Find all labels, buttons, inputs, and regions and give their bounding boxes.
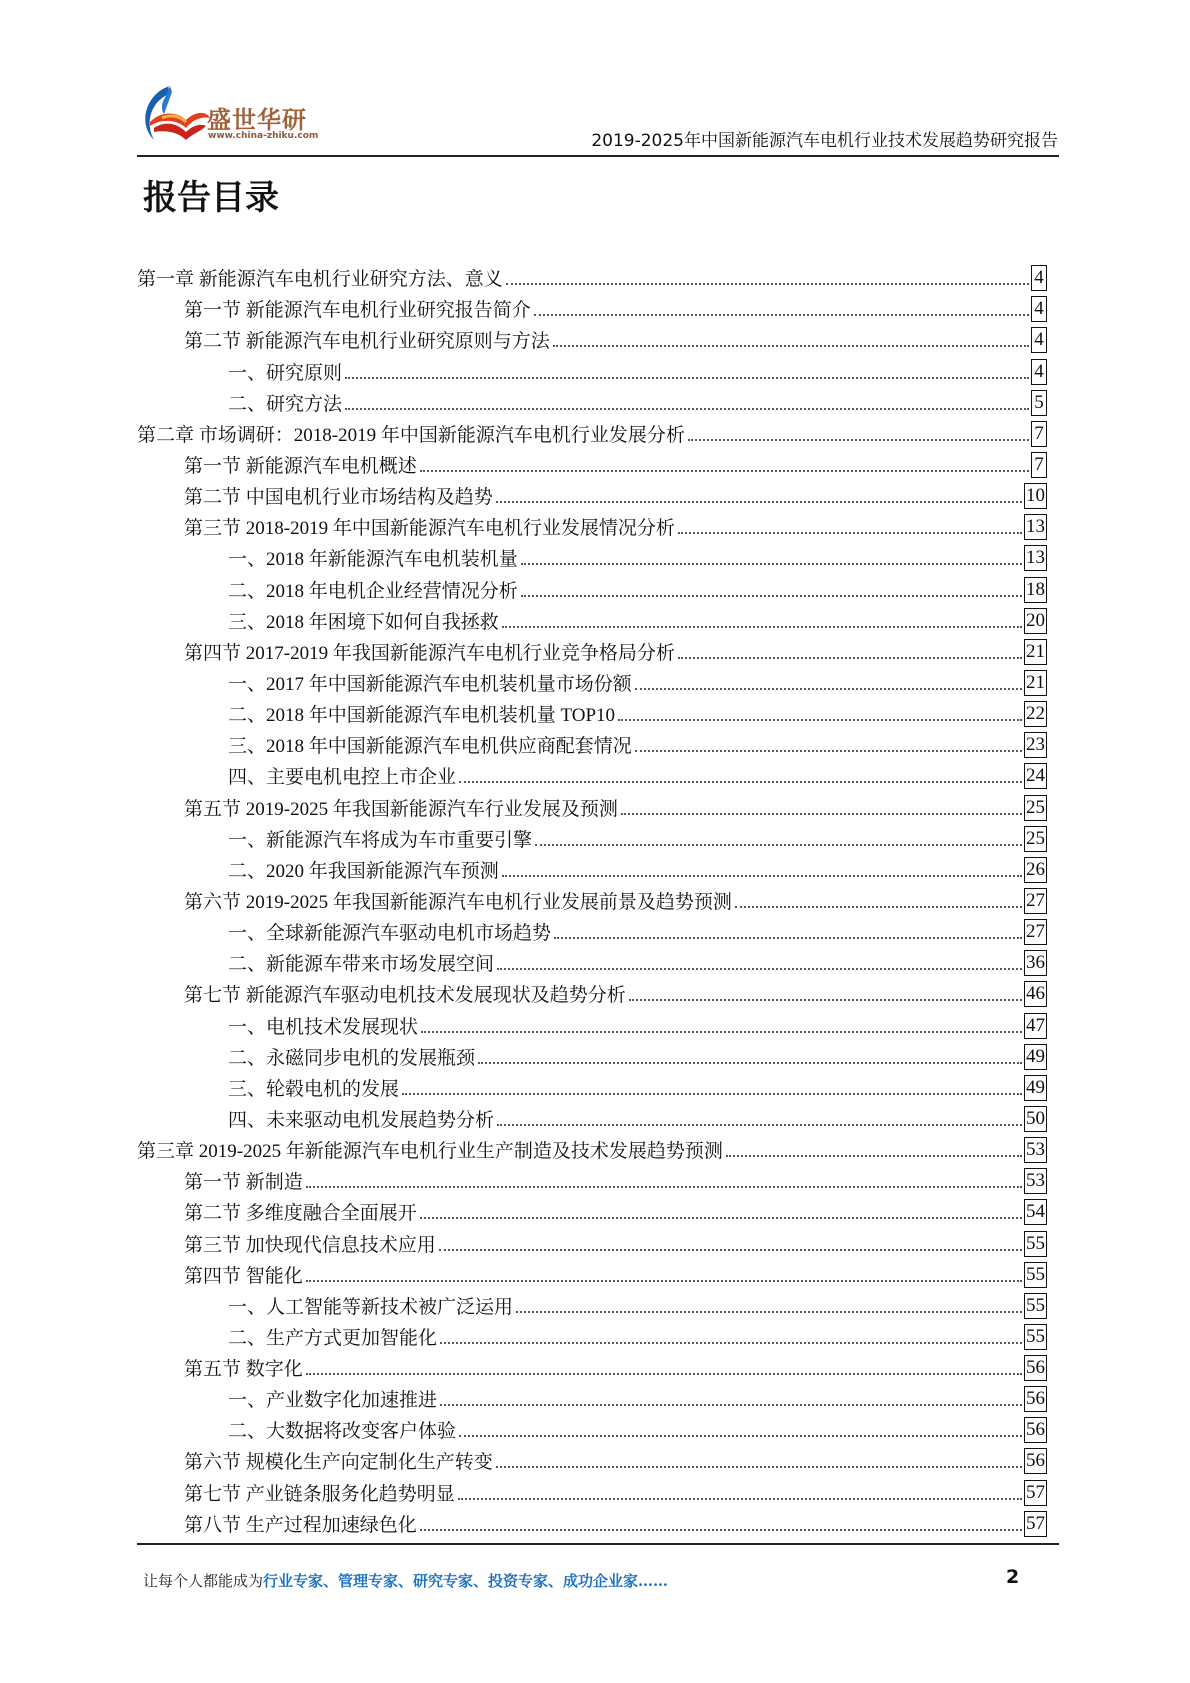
toc-entry-title: 第二节 中国电机行业市场结构及趋势 [184, 487, 493, 509]
toc-entry-title: 第一节 新能源汽车电机概述 [184, 455, 417, 477]
toc-leader-dots [306, 1186, 1022, 1188]
toc-entry-title: 二、2020 年我国新能源汽车预测 [228, 860, 499, 882]
toc-entry-title: 二、大数据将改变客户体验 [228, 1421, 457, 1443]
toc-entry[interactable] [137, 696, 1047, 727]
toc-entry[interactable] [137, 821, 1047, 852]
toc-entry[interactable] [137, 945, 1047, 976]
toc-leader-dots [440, 1342, 1022, 1344]
toc-page-link[interactable]: 5 [1031, 390, 1047, 416]
toc-page-link[interactable]: 21 [1024, 670, 1047, 696]
toc-entry-title: 二、研究方法 [228, 393, 343, 415]
toc-entry-title: 四、未来驱动电机发展趋势分析 [228, 1109, 495, 1131]
toc-leader-dots [345, 408, 1029, 410]
toc-entry-title: 第三节 2018-2019 年中国新能源汽车电机行业发展情况分析 [184, 518, 675, 540]
toc-entry[interactable] [137, 1163, 1047, 1194]
toc-page-link[interactable]: 55 [1024, 1293, 1047, 1319]
toc-entry-title: 二、2018 年电机企业经营情况分析 [228, 580, 518, 602]
toc-entry[interactable] [137, 1257, 1047, 1288]
toc-entry-title: 四、主要电机电控上市企业 [228, 767, 457, 789]
toc-entry[interactable] [137, 478, 1047, 509]
toc-leader-dots [306, 1280, 1022, 1282]
toc-page-link[interactable]: 49 [1024, 1075, 1047, 1101]
toc-entry[interactable] [137, 1288, 1047, 1319]
toc-entry[interactable] [137, 1070, 1047, 1101]
toc-entry[interactable] [137, 322, 1047, 353]
toc-entry[interactable] [137, 976, 1047, 1007]
toc-page-link[interactable]: 7 [1031, 421, 1047, 447]
toc-entry-title: 一、2018 年新能源汽车电机装机量 [228, 549, 518, 571]
toc-entry[interactable] [137, 603, 1047, 634]
report-title: 2019-2025年中国新能源汽车电机行业技术发展趋势研究报告 [591, 131, 1058, 151]
toc-entry-title: 第三节 加快现代信息技术应用 [184, 1234, 436, 1256]
toc-entry-title: 第五节 2019-2025 年我国新能源汽车行业发展及预测 [184, 798, 618, 820]
toc-entry-title: 一、电机技术发展现状 [228, 1016, 419, 1038]
toc-leader-dots [688, 439, 1029, 441]
toc-page-link[interactable]: 25 [1024, 826, 1047, 852]
toc-page-link[interactable]: 50 [1024, 1106, 1047, 1132]
toc-entry[interactable] [137, 447, 1047, 478]
toc-entry-title: 一、2017 年中国新能源汽车电机装机量市场份额 [228, 673, 632, 695]
toc-page-link[interactable]: 7 [1031, 452, 1047, 478]
toc-entry-title: 第六节 2019-2025 年我国新能源汽车电机行业发展前景及趋势预测 [184, 891, 732, 913]
toc-entry-title: 一、研究原则 [228, 362, 343, 384]
toc-entry[interactable] [137, 634, 1047, 665]
toc-entry-title: 三、2018 年中国新能源汽车电机供应商配套情况 [228, 736, 632, 758]
toc-entry-title: 一、全球新能源汽车驱动电机市场趋势 [228, 923, 552, 945]
toc-page-link[interactable]: 55 [1024, 1231, 1047, 1257]
toc-page-link[interactable]: 56 [1024, 1417, 1047, 1443]
toc-leader-dots [497, 1124, 1022, 1126]
toc-page-link[interactable]: 26 [1024, 857, 1047, 883]
toc-entry-title: 三、轮毂电机的发展 [228, 1078, 400, 1100]
toc-entry[interactable] [137, 1319, 1047, 1350]
toc-page-link[interactable]: 56 [1024, 1386, 1047, 1412]
toc-leader-dots [506, 283, 1029, 285]
toc-page-link[interactable]: 36 [1024, 950, 1047, 976]
toc-page-link[interactable]: 24 [1024, 763, 1047, 789]
toc-page-link[interactable]: 56 [1024, 1355, 1047, 1381]
toc-page-link[interactable]: 4 [1031, 359, 1047, 385]
toc-entry-title: 二、生产方式更加智能化 [228, 1327, 438, 1349]
toc-entry[interactable] [137, 1350, 1047, 1381]
toc-entry-title: 第七节 新能源汽车驱动电机技术发展现状及趋势分析 [184, 985, 626, 1007]
toc-entry-title: 二、新能源车带来市场发展空间 [228, 954, 495, 976]
toc-page-link[interactable]: 13 [1024, 514, 1047, 540]
toc-page-link[interactable]: 4 [1031, 265, 1047, 291]
toc-page-link[interactable]: 53 [1024, 1137, 1047, 1163]
toc-entry-title: 第四节 智能化 [184, 1265, 303, 1287]
toc-page-link[interactable]: 47 [1024, 1013, 1047, 1039]
logo-name: 盛世华研 [207, 106, 307, 134]
toc-leader-dots [421, 1031, 1022, 1033]
toc-leader-dots [345, 377, 1029, 379]
toc-entry[interactable] [137, 1225, 1047, 1256]
toc-leader-dots [497, 968, 1022, 970]
toc-entry[interactable] [137, 540, 1047, 571]
toc-page-link[interactable]: 21 [1024, 639, 1047, 665]
toc-entry-title: 第八节 生产过程加速绿色化 [184, 1514, 417, 1536]
slogan-prefix: 让每个人都能成为 [143, 1572, 264, 1590]
toc-page-link[interactable]: 22 [1024, 701, 1047, 727]
toc-entry[interactable] [137, 1443, 1047, 1474]
toc-page-link[interactable]: 27 [1024, 888, 1047, 914]
toc-leader-dots [420, 1529, 1022, 1531]
toc-entry-title: 第四节 2017-2019 年我国新能源汽车电机行业竞争格局分析 [184, 642, 675, 664]
toc-entry[interactable] [137, 1506, 1047, 1537]
toc-leader-dots [420, 1217, 1022, 1219]
toc-leader-dots [478, 1062, 1022, 1064]
toc-entry[interactable] [137, 914, 1047, 945]
toc-leader-dots [516, 1311, 1022, 1313]
toc-leader-dots [618, 719, 1022, 721]
toc-page-link[interactable]: 54 [1024, 1199, 1047, 1225]
toc-leader-dots [678, 532, 1022, 534]
toc-leader-dots [554, 937, 1022, 939]
toc-page-link[interactable]: 18 [1024, 577, 1047, 603]
toc-page-link[interactable]: 10 [1024, 483, 1047, 509]
toc-leader-dots [458, 1498, 1022, 1500]
slogan-highlight: 行业专家、管理专家、研究专家、投资专家、成功企业家…… [263, 1572, 669, 1590]
toc-entry[interactable] [137, 883, 1047, 914]
toc-entry[interactable] [137, 1474, 1047, 1505]
toc-page-link[interactable]: 57 [1024, 1480, 1047, 1506]
toc-entry[interactable] [137, 1132, 1047, 1163]
toc-entry-title: 第五节 数字化 [184, 1359, 303, 1381]
toc-leader-dots [521, 595, 1022, 597]
toc-entry[interactable] [137, 789, 1047, 820]
toc-entry[interactable] [137, 1194, 1047, 1225]
toc-leader-dots [629, 999, 1022, 1001]
toc-leader-dots [521, 563, 1022, 565]
toc-leader-dots [635, 750, 1022, 752]
page-title: 报告目录 [143, 178, 279, 218]
toc-entry-title: 三、2018 年困境下如何自我拯救 [228, 611, 499, 633]
logo-url: www.china-zhiku.com [208, 131, 319, 141]
toc-page-link[interactable]: 46 [1024, 981, 1047, 1007]
toc-page-link[interactable]: 57 [1024, 1511, 1047, 1537]
toc-entry-title: 第二节 多维度融合全面展开 [184, 1203, 417, 1225]
toc-entry[interactable] [137, 353, 1047, 384]
toc-leader-dots [306, 1373, 1022, 1375]
toc-page-link[interactable]: 4 [1031, 327, 1047, 353]
toc-entry[interactable] [137, 727, 1047, 758]
toc-entry[interactable] [137, 852, 1047, 883]
toc-leader-dots [735, 906, 1022, 908]
toc-entry[interactable] [137, 1101, 1047, 1132]
toc-entry[interactable] [137, 665, 1047, 696]
toc-leader-dots [502, 626, 1022, 628]
toc-entry-title: 第一章 新能源汽车电机行业研究方法、意义 [137, 269, 503, 291]
toc-entry-title: 第三章 2019-2025 年新能源汽车电机行业生产制造及技术发展趋势预测 [137, 1141, 723, 1163]
toc-entry-title: 第二章 市场调研：2018-2019 年中国新能源汽车电机行业发展分析 [137, 424, 685, 446]
toc-page-link[interactable]: 53 [1024, 1168, 1047, 1194]
toc-entry-title: 一、产业数字化加速推进 [228, 1390, 438, 1412]
toc-page-link[interactable]: 23 [1024, 732, 1047, 758]
footer-divider [137, 1543, 1059, 1545]
toc-leader-dots [496, 1466, 1022, 1468]
toc-leader-dots [678, 657, 1022, 659]
toc-entry[interactable] [137, 1412, 1047, 1443]
toc-entry-title: 二、永磁同步电机的发展瓶颈 [228, 1047, 476, 1069]
toc-entry[interactable] [137, 260, 1047, 291]
toc-leader-dots [621, 813, 1022, 815]
toc-entry-title: 一、新能源汽车将成为车市重要引擎 [228, 829, 533, 851]
toc-entry-title: 二、2018 年中国新能源汽车电机装机量 TOP10 [228, 705, 616, 727]
toc-leader-dots [635, 688, 1022, 690]
toc-leader-dots [402, 1093, 1022, 1095]
toc-page-link[interactable]: 20 [1024, 608, 1047, 634]
table-of-contents [137, 260, 1047, 1537]
header-divider [137, 155, 1059, 157]
toc-entry-title: 第二节 新能源汽车电机行业研究原则与方法 [184, 331, 550, 353]
toc-page-link[interactable]: 27 [1024, 919, 1047, 945]
toc-entry[interactable] [137, 1381, 1047, 1412]
toc-leader-dots [459, 1435, 1022, 1437]
toc-leader-dots [420, 470, 1029, 472]
toc-leader-dots [459, 781, 1022, 783]
toc-page-link[interactable]: 13 [1024, 545, 1047, 571]
toc-leader-dots [502, 875, 1022, 877]
toc-entry[interactable] [137, 1007, 1047, 1038]
toc-entry-title: 第一节 新制造 [184, 1172, 303, 1194]
toc-page-link[interactable]: 55 [1024, 1324, 1047, 1350]
toc-page-link[interactable]: 4 [1031, 296, 1047, 322]
toc-entry[interactable] [137, 758, 1047, 789]
footer-slogan [143, 1570, 668, 1591]
toc-page-link[interactable]: 56 [1024, 1448, 1047, 1474]
toc-entry[interactable] [137, 571, 1047, 602]
toc-entry-title: 第六节 规模化生产向定制化生产转变 [184, 1452, 493, 1474]
toc-leader-dots [535, 844, 1022, 846]
toc-page-link[interactable]: 55 [1024, 1262, 1047, 1288]
toc-entry-title: 第七节 产业链条服务化趋势明显 [184, 1483, 455, 1505]
page-number: 2 [1006, 1566, 1020, 1588]
toc-leader-dots [496, 501, 1022, 503]
toc-page-link[interactable]: 49 [1024, 1044, 1047, 1070]
toc-leader-dots [440, 1404, 1022, 1406]
toc-leader-dots [439, 1249, 1022, 1251]
toc-entry-title: 一、人工智能等新技术被广泛运用 [228, 1296, 514, 1318]
toc-page-link[interactable]: 25 [1024, 795, 1047, 821]
toc-entry[interactable] [137, 416, 1047, 447]
toc-entry[interactable] [137, 385, 1047, 416]
toc-leader-dots [726, 1155, 1022, 1157]
toc-leader-dots [534, 314, 1029, 316]
toc-entry-title: 第一节 新能源汽车电机行业研究报告简介 [184, 300, 531, 322]
toc-leader-dots [553, 345, 1029, 347]
toc-entry[interactable] [137, 1039, 1047, 1070]
toc-entry[interactable] [137, 291, 1047, 322]
toc-entry[interactable] [137, 509, 1047, 540]
